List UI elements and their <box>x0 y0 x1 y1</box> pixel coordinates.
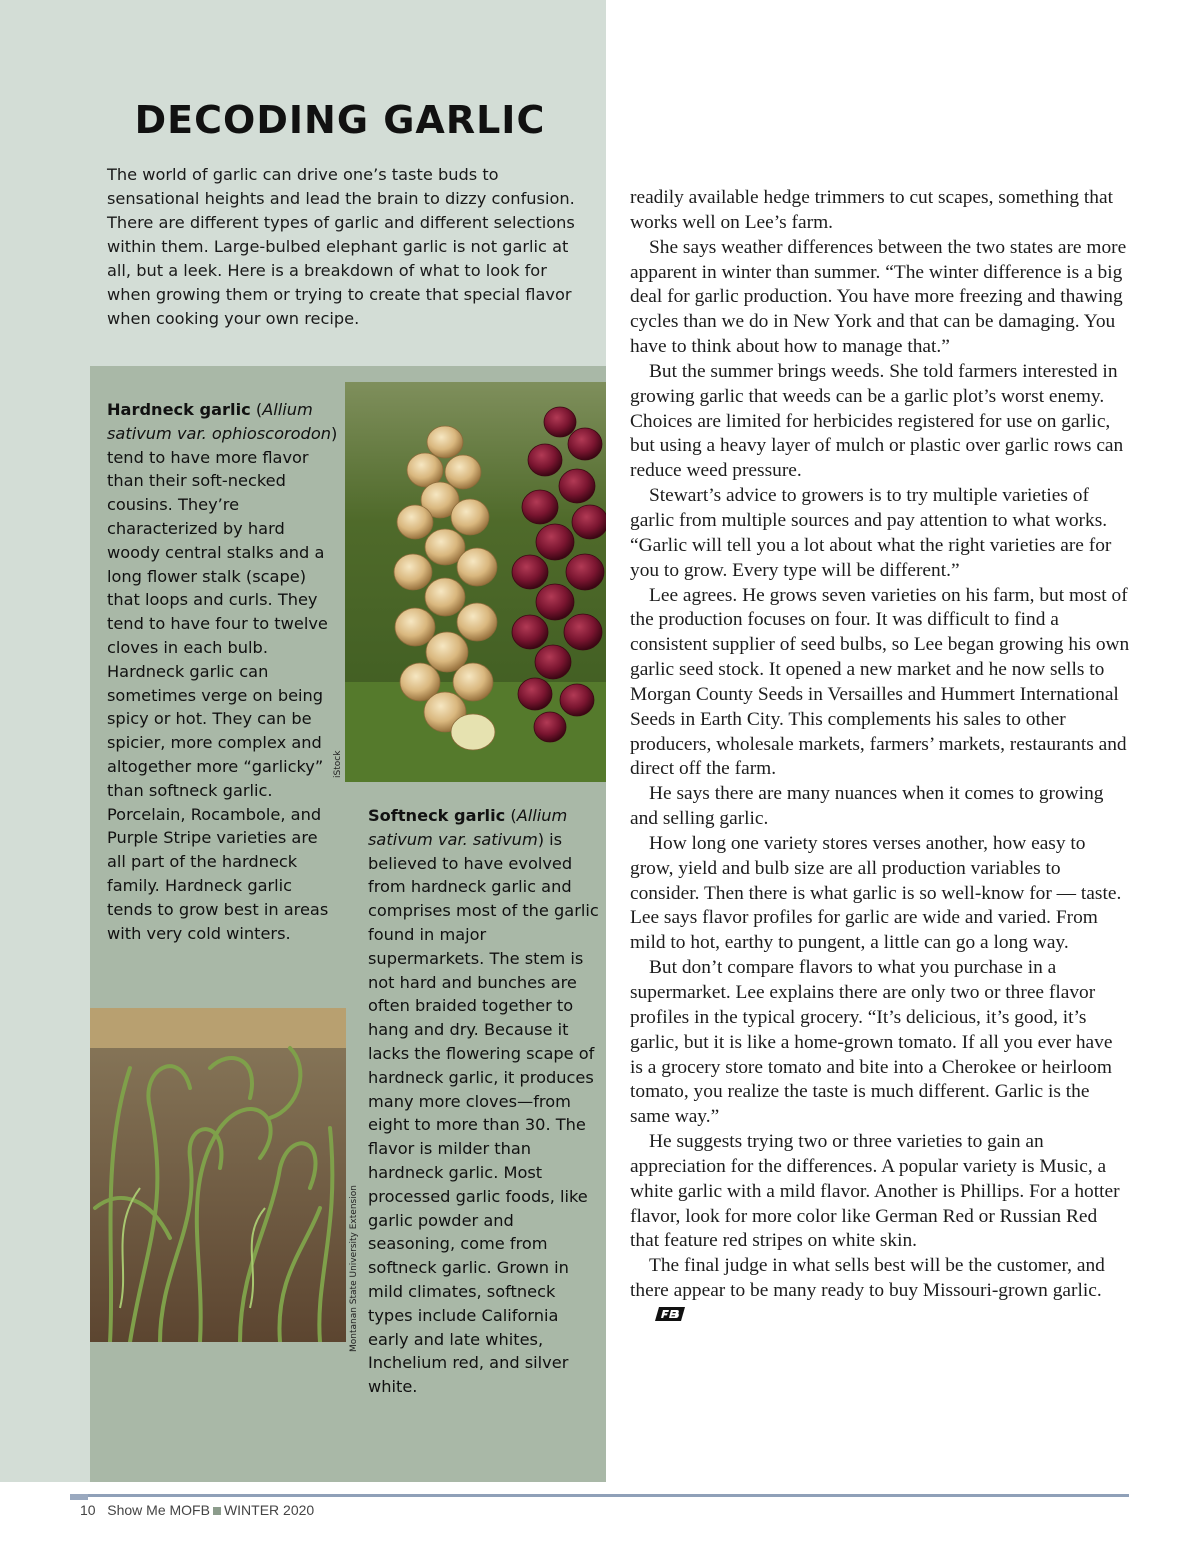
hardneck-description <box>107 398 339 945</box>
page-title: DECODING GARLIC <box>134 98 546 142</box>
body-paragraph: But the summer brings weeds. She told farmers interested in growing garlic that weeds can be a garlic plot’s worst enemy. Choices are limited for herbicides registered for use on garlic, but using a heavy layer of mulch or plastic over garlic rows can reduce weed pressure. <box>630 360 1124 482</box>
body-paragraph: Lee agrees. He grows seven varieties on his farm, but most of the production focuses on four. It was difficult to find a consistent supplier of seed bulbs, so Lee began growing his own garlic seed stock. It opened a new market and he now sells to Morgan County Seeds in Versailles and Hummert International Seeds in Earth City. This complements his sales to other producers, wholesale markets, farmers’ markets, restaurants and direct off the farm. <box>630 584 1130 780</box>
body-paragraph: He says there are many nuances when it comes to growing and selling garlic. <box>630 783 1104 830</box>
hardneck-latin-name: Allium sativum var. ophioscorodon <box>107 400 331 443</box>
softneck-name: Softneck garlic <box>368 806 506 825</box>
garlic-scapes-photo <box>90 1008 346 1342</box>
publication-name: Show Me MOFB <box>107 1502 210 1518</box>
hardneck-name: Hardneck garlic <box>107 400 251 419</box>
body-paragraph: But don’t compare flavors to what you purchase in a supermarket. Lee explains there are only two or three flavor profiles in the typical grocery. “It’s delicious, it’s good, it’s garlic, but it is like a home-grown tomato. If all you ever have is a grocery store tomato and bite into a Cherokee or heirloom tomato, you realize the taste is much different. Garlic is the same way.” <box>630 957 1113 1128</box>
body-paragraph: He suggests trying two or three varieties to gain an appreciation for the differences. A popular variety is Music, a white garlic with a mild flavor. Another is Phillips. For a hotter flavor, look for more color like German Red or Russian Red that feature red stripes on white skin. <box>630 1131 1120 1252</box>
hardneck-paren: ( <box>250 400 263 419</box>
footer-page-tab <box>70 1494 88 1500</box>
body-paragraph: She says weather differences between the two states are more apparent in winter than summer. “The winter difference is a big deal for garlic production. You have more freezing and thawing cycles than we do in New York and that can be damaging. You have to think about how to manage that.” <box>630 236 1127 358</box>
body-paragraph-last <box>630 1254 1130 1329</box>
photo-credit-msu: Montanan State University Extension <box>349 1185 359 1352</box>
body-paragraph: readily available hedge trimmers to cut scapes, something that works well on Lee’s farm. <box>630 187 1113 233</box>
page-footer <box>80 1502 314 1518</box>
softneck-description <box>368 804 600 1399</box>
article-body <box>630 186 1130 1329</box>
body-paragraph: How long one variety stores verses another, how easy to grow, yield and bulb size are all production variables to consider. Then there is what garlic is so well-know for — taste. Lee says flavor profiles for garlic are wide and varied. From mild to hot, earthy to pungent, a little can go a long way. <box>630 832 1122 954</box>
softneck-text: ) is believed to have evolved from hardneck garlic and comprises most of the garlic found in major supermarkets. The stem is not hard and bunches are often braided together to hang and dry. Because it lacks the flowering scape of hardneck garlic, it produces many more cloves—from eight to more than 30. The flavor is milder than hardneck garlic. Most processed garlic foods, like garlic powder and seasoning, come from softneck garlic. Grown in mild climates, softneck types include California early and late whites, Inchelium red, and silver white. <box>368 829 599 1397</box>
braided-onions-photo <box>345 382 606 782</box>
body-paragraph: Stewart’s advice to growers is to try multiple varieties of garlic from multiple sources and pay attention to what works. “Garlic will tell you a lot about what the right varieties are for you to grow. Every type will be different.” <box>630 485 1112 581</box>
photo-credit-istock: iStock <box>333 750 343 778</box>
body-paragraph-last-text: The final judge in what sells best will be the customer, and there appear to be many ready to buy Missouri-grown garlic. <box>630 1255 1105 1302</box>
fb-end-mark-icon <box>636 1304 685 1329</box>
hardneck-text: ) tend to have more flavor than their soft-necked cousins. They’re characterized by hard woody central stalks and a long flower stalk (scape) that loops and curls. They tend to have four to twelve cloves in each bulb. Hardneck garlic can sometimes verge on being spicy or hot. They can be spicier, more complex and altogether more “garlicky” than softneck garlic. Porcelain, Rocambole, and Purple Stripe varieties are all part of the hardneck family. Hardneck garlic tends to grow best in areas with very cold winters. <box>107 423 338 943</box>
square-bullet-icon <box>213 1507 221 1515</box>
footer-rule <box>70 1494 1129 1497</box>
softneck-paren: ( <box>505 806 517 825</box>
intro-paragraph: The world of garlic can drive one’s taste buds to sensational heights and lead the brain to dizzy confusion. There are different types of garlic and different selections within them. Large-bulbed elephant garlic is not garlic at all, but a leek. Here is a breakdown of what to look for when growing them or trying to create that special flavor when cooking your own recipe. <box>107 165 575 328</box>
issue-date: WINTER 2020 <box>223 1502 315 1518</box>
page-number: 10 <box>80 1502 96 1518</box>
softneck-latin-name: Allium sativum var. sativum <box>368 806 568 849</box>
